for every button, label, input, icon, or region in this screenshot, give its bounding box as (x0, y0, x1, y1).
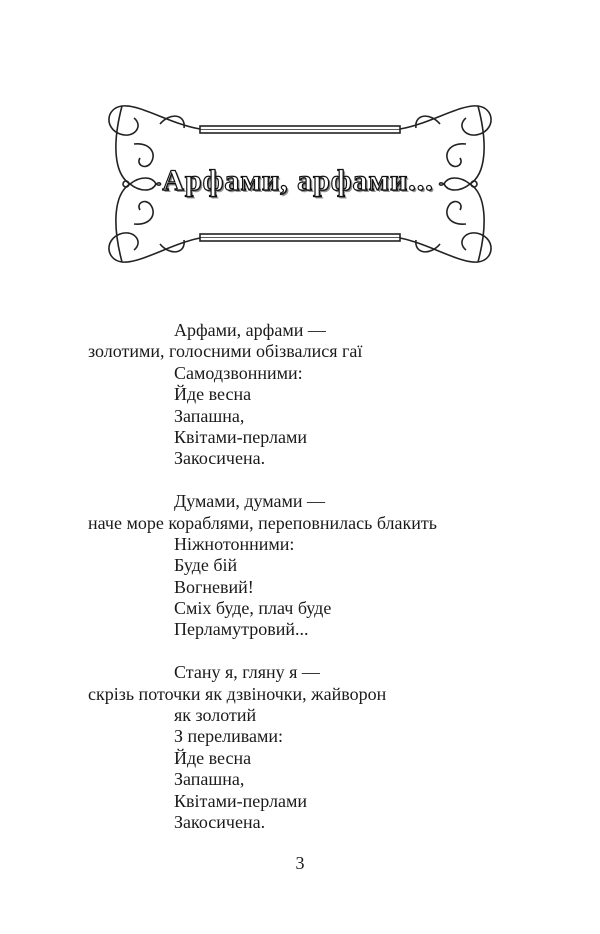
stanza-3 (0, 662, 600, 833)
poem-line: Закосичена. (174, 448, 266, 469)
poem-line: Арфами, арфами — (174, 320, 326, 340)
poem-line: Йде весна (174, 384, 252, 405)
stanza-2 (0, 491, 600, 641)
poem-line: Запашна, (174, 405, 245, 426)
poem-line: Вогневий! (174, 576, 254, 597)
poem-line: наче море кораблями, переповнилась блакить (88, 512, 437, 533)
poem-title: Арфами, арфами... (162, 164, 434, 197)
page-number: 3 (295, 853, 305, 873)
poem-line: Квітами-перлами (174, 426, 307, 447)
poem-line: Перламутровий... (174, 619, 309, 640)
poem-line: Йде весна (174, 747, 252, 768)
poem-line: Запашна, (174, 769, 245, 790)
poem-line: Ніжнотонними: (174, 533, 295, 554)
poem-line: Самодзвонними: (174, 362, 303, 383)
poem-line: З переливами: (174, 726, 284, 747)
poem-line: Буде бій (174, 555, 238, 576)
poem-line: золотими, голосними обізвалися гаї (88, 341, 363, 362)
poem-body (0, 320, 600, 855)
poem-line: Квітами-перлами (174, 790, 307, 811)
poem-line: Стану я, гляну я — (174, 662, 320, 683)
poem-line: Закосичена. (174, 811, 266, 832)
poem-line: Сміх буде, плач буде (174, 598, 332, 619)
stanza-1 (0, 320, 600, 470)
poem-line: Думами, думами — (174, 491, 326, 512)
poem-line: як золотий (174, 705, 257, 726)
poem-line: скрізь поточки як дзвіночки, жайворон (88, 683, 387, 704)
